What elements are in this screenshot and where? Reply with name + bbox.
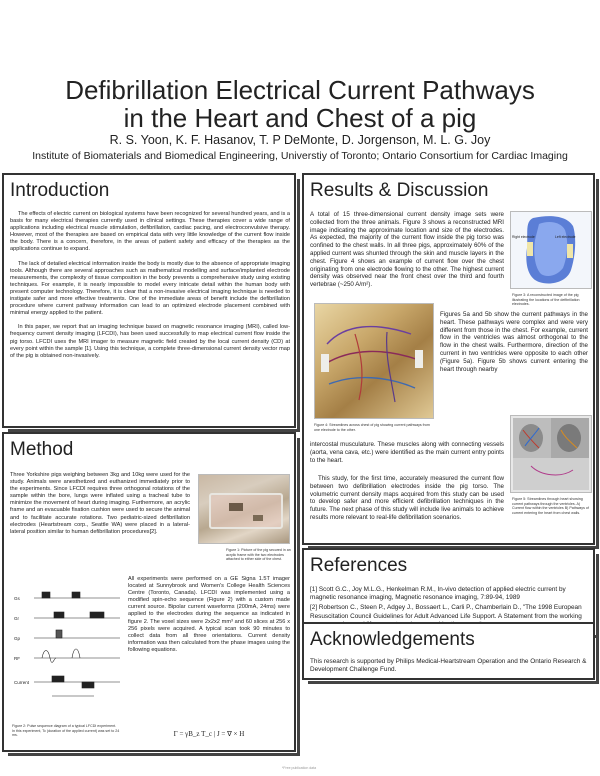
figure-5-graphic: [511, 416, 591, 492]
seq-label: Gp: [14, 636, 21, 641]
electrode: [229, 503, 243, 511]
title-line-1: Defibrillation Electrical Current Pathways: [65, 75, 535, 105]
method-paragraph-1: Three Yorkshire pigs weighing between 3kg and 10kg were used for the study. Animals were anesthetized and euthanized immediately prior to the experiments. Since LFCDI requires three orthogonal rotations of the sample within the bore, lungs were inflated using a tracheal tube to minimize the movement of heart during imaging. Furthermore, an acrylic frame and an evacuable fixation cushion were used to secure the animal and to facilitate accurate rotations. Two pediatric-sized defibrillation electrodes (Heartstream corp., Seattle WA) were placed in a lateral-lateral position similar to human defibrillation procedures[2].: [10, 472, 190, 535]
electrode: [253, 515, 263, 521]
figure-3-caption: Figure 3: A reconstructed image of the pig illustrating the locations of the defibrillation electrodes.: [512, 293, 580, 307]
figure-1-photo: [198, 474, 290, 544]
intro-paragraph: In this paper, we report that an imaging technique based on magnetic resonance imaging (MRI), called low-frequency current density imaging (LFCDI), has been used successfully to map electrical current flow inside the pig torso. LFCDI uses the MRI imager to measure magnetic field created by the local current density (CD) at every point within the sample [1]. Using this technique, a complete three-dimensional current density vector map of the pig is obtained non-invasively.: [10, 324, 290, 359]
seq-label: Gr: [14, 616, 19, 621]
poster-title: [0, 76, 600, 132]
figure-4-streamlines: [315, 304, 433, 418]
reference-item: [2] Robertson C., Steen P., Adgey J., Bossaert L., Carli P., Chamberlain D., "The 1998 European Resuscitation Council Guidelines for Adult Advanced Life Support. A Statement from the working: [310, 604, 582, 620]
acknowledgements-section: [302, 622, 595, 680]
acknowledgements-text: This research is supported by Philips Medical-Heartstream Operation and the Ontario Research & Development Challenge Fund.: [310, 658, 587, 674]
seq-label: Current: [14, 680, 30, 685]
figure-3-graphic: [511, 212, 591, 288]
results-paragraph-4: This study, for the first time, accurately measured the current flow between two defibrillation electrodes inside the pig torso. The volumetric current density maps acquired from this study can be used to develop safer and more efficient defibrillation techniques in the future. The next phase of this study will include live animals to achieve results more relevant to real-life defibrillation scenarios.: [310, 475, 504, 521]
results-section: [302, 173, 595, 545]
introduction-section: [2, 173, 296, 428]
intro-paragraph: The effects of electric current on biological systems have been recognized for several hundred years, and is a basis for many electrical therapies currently used in clinical settings. These therapies cover a wide range of applications including electrical muscle stimulation, defibrillation, cardiac pacing, and electroconvulsive therapy. However, most of the therapies are based on empirical data with very little knowledge of the current flow inside the body. There is a concern, therefore, in the areas of patient safety and efficacy of the therapies as the applications continue to expand.: [10, 211, 290, 253]
reference-item: [1] Scott G.C., Joy M.L.G., Henkelman R.M., In-vivo detection of applied electric current by magnetic resonance imaging, Magnetic resonance imaging, 7:89-94, 1989: [310, 586, 566, 602]
figure-4-image: [314, 303, 434, 419]
results-heading: Results & Discussion: [310, 180, 489, 201]
acknowledgements-heading: Acknowledgements: [310, 629, 475, 650]
results-paragraph-3: intercostal musculature. These muscles along with connecting vessels (aorta, vena cava, etc.) were identified as the main current entry points to the heart.: [310, 441, 504, 464]
method-section: [2, 432, 296, 752]
title-line-2: in the Heart and Chest of a pig: [123, 103, 477, 133]
fig3-label-right: Right electrode: [512, 235, 535, 239]
introduction-body: [10, 211, 290, 367]
figure-5-caption: Figure 5: Streamlines through heart showing current pathways through the ventricles. A) Current flow within the ventricles B) Pathways of current entering the heart from chest walls.: [512, 497, 589, 515]
footer-note: *Free publication data: [282, 766, 317, 770]
method-heading: Method: [10, 439, 74, 460]
figure-4-caption: Figure 4: Streamlines across chest of pig showing current pathways from one electrode to the other.: [314, 423, 430, 432]
institution: Institute of Biomaterials and Biomedical Engineering, Universtiy of Toronto; Ontario Consortium for Cardiac Imaging: [32, 150, 568, 162]
acrylic-frame: [209, 493, 283, 529]
results-paragraph-2: Figures 5a and 5b show the current pathways in the heart. These pathways were complex and were very different from those in the chest. For example, current flow in the ventricles was almost orthogonal to the flow in the chest walls. Furthermore, direction of the current in two ventricles were opposite to each other (Figure 5a). Figure 5b shows current entering the heart through nearby: [440, 311, 588, 373]
references-heading: References: [310, 555, 408, 576]
method-equation: Γ = γB_z T_c | J = ∇ × H: [173, 730, 245, 738]
seq-label: Gs: [14, 596, 20, 601]
introduction-heading: Introduction: [10, 180, 110, 201]
figure-5-image: [510, 415, 592, 493]
results-paragraph-1: A total of 15 three-dimensional current density image sets were collected from the three animals. Figure 3 shows a reconstructed MRI image indicating the approximate location and size of the electrodes. As expected, the majority of the current flow inside the pig torso was confined to the chest walls. In all three pigs, approximately 60% of the applied current was shunted through the skin and muscle layers in the chest. Figure 4 shows an example of current flow over the chest originating from one electrode flowing to the other. The highest current density was observed near the front chest over the third and fourth vertebrae (~250 A/m²).: [310, 211, 504, 289]
figure-2-pulse-sequence: [12, 584, 124, 720]
figure-2-caption: Figure 2: Pulse sequence diagram of a typical LFCDI experiment. In this experiment, Tc (duration of the applied current) was set to 24 ms.: [12, 724, 120, 738]
intro-paragraph: The lack of detailed electrical information inside the body is mostly due to the absence of appropriate imaging tools. Although there are several approaches such as mathematical modelling and surface/implanted electrode measurements, the complexity of tissue composition in the body prevents a comprehensive study using existing techniques. For example, it is nearly impossible to model every intricate detail within the human body with present computer technology. Therefore, it is clear that a non-invasive electrical imaging technique is needed to instigate safer and more effective treatments. One of the immediate areas of benefit include the defibrillation procedure where current pathway information can lead to an optimized electrode placement combined with minimal energy applied to the patient.: [10, 260, 290, 317]
figure-3-image: [510, 211, 592, 289]
figure-1-caption: Figure 1: Picture of the pig secured in an acrylic frame with the two electrodes attached to either side of the chest.: [226, 548, 291, 562]
seq-label: RF: [14, 656, 20, 661]
method-paragraph-2: All experiments were performed on a GE Signa 1.5T imager located at Sunnybrook and Women's College Health Sciences Centre (Toronto, Canada). LFCDI was implemented using a modified spin-echo sequence (Figure 2) with a custom made current source. Bipolar current waveforms (200mA, 24ms) were applied to the electrodes during the sequence as indicated in figure 2. The voxel sizes were 2x2x2 mm³ and 60 slices at 256 x 256 pixels were acquired. A typical scan took 90 minutes to collect data from all three orientations. Current density information was then calculated from the phase images using the following equations.: [128, 576, 290, 653]
authors: R. S. Yoon, K. F. Hasanov, T. P DeMonte, D. Jorgenson, M. L. G. Joy: [109, 133, 491, 147]
fig3-label-left: Left electrode: [555, 235, 576, 239]
